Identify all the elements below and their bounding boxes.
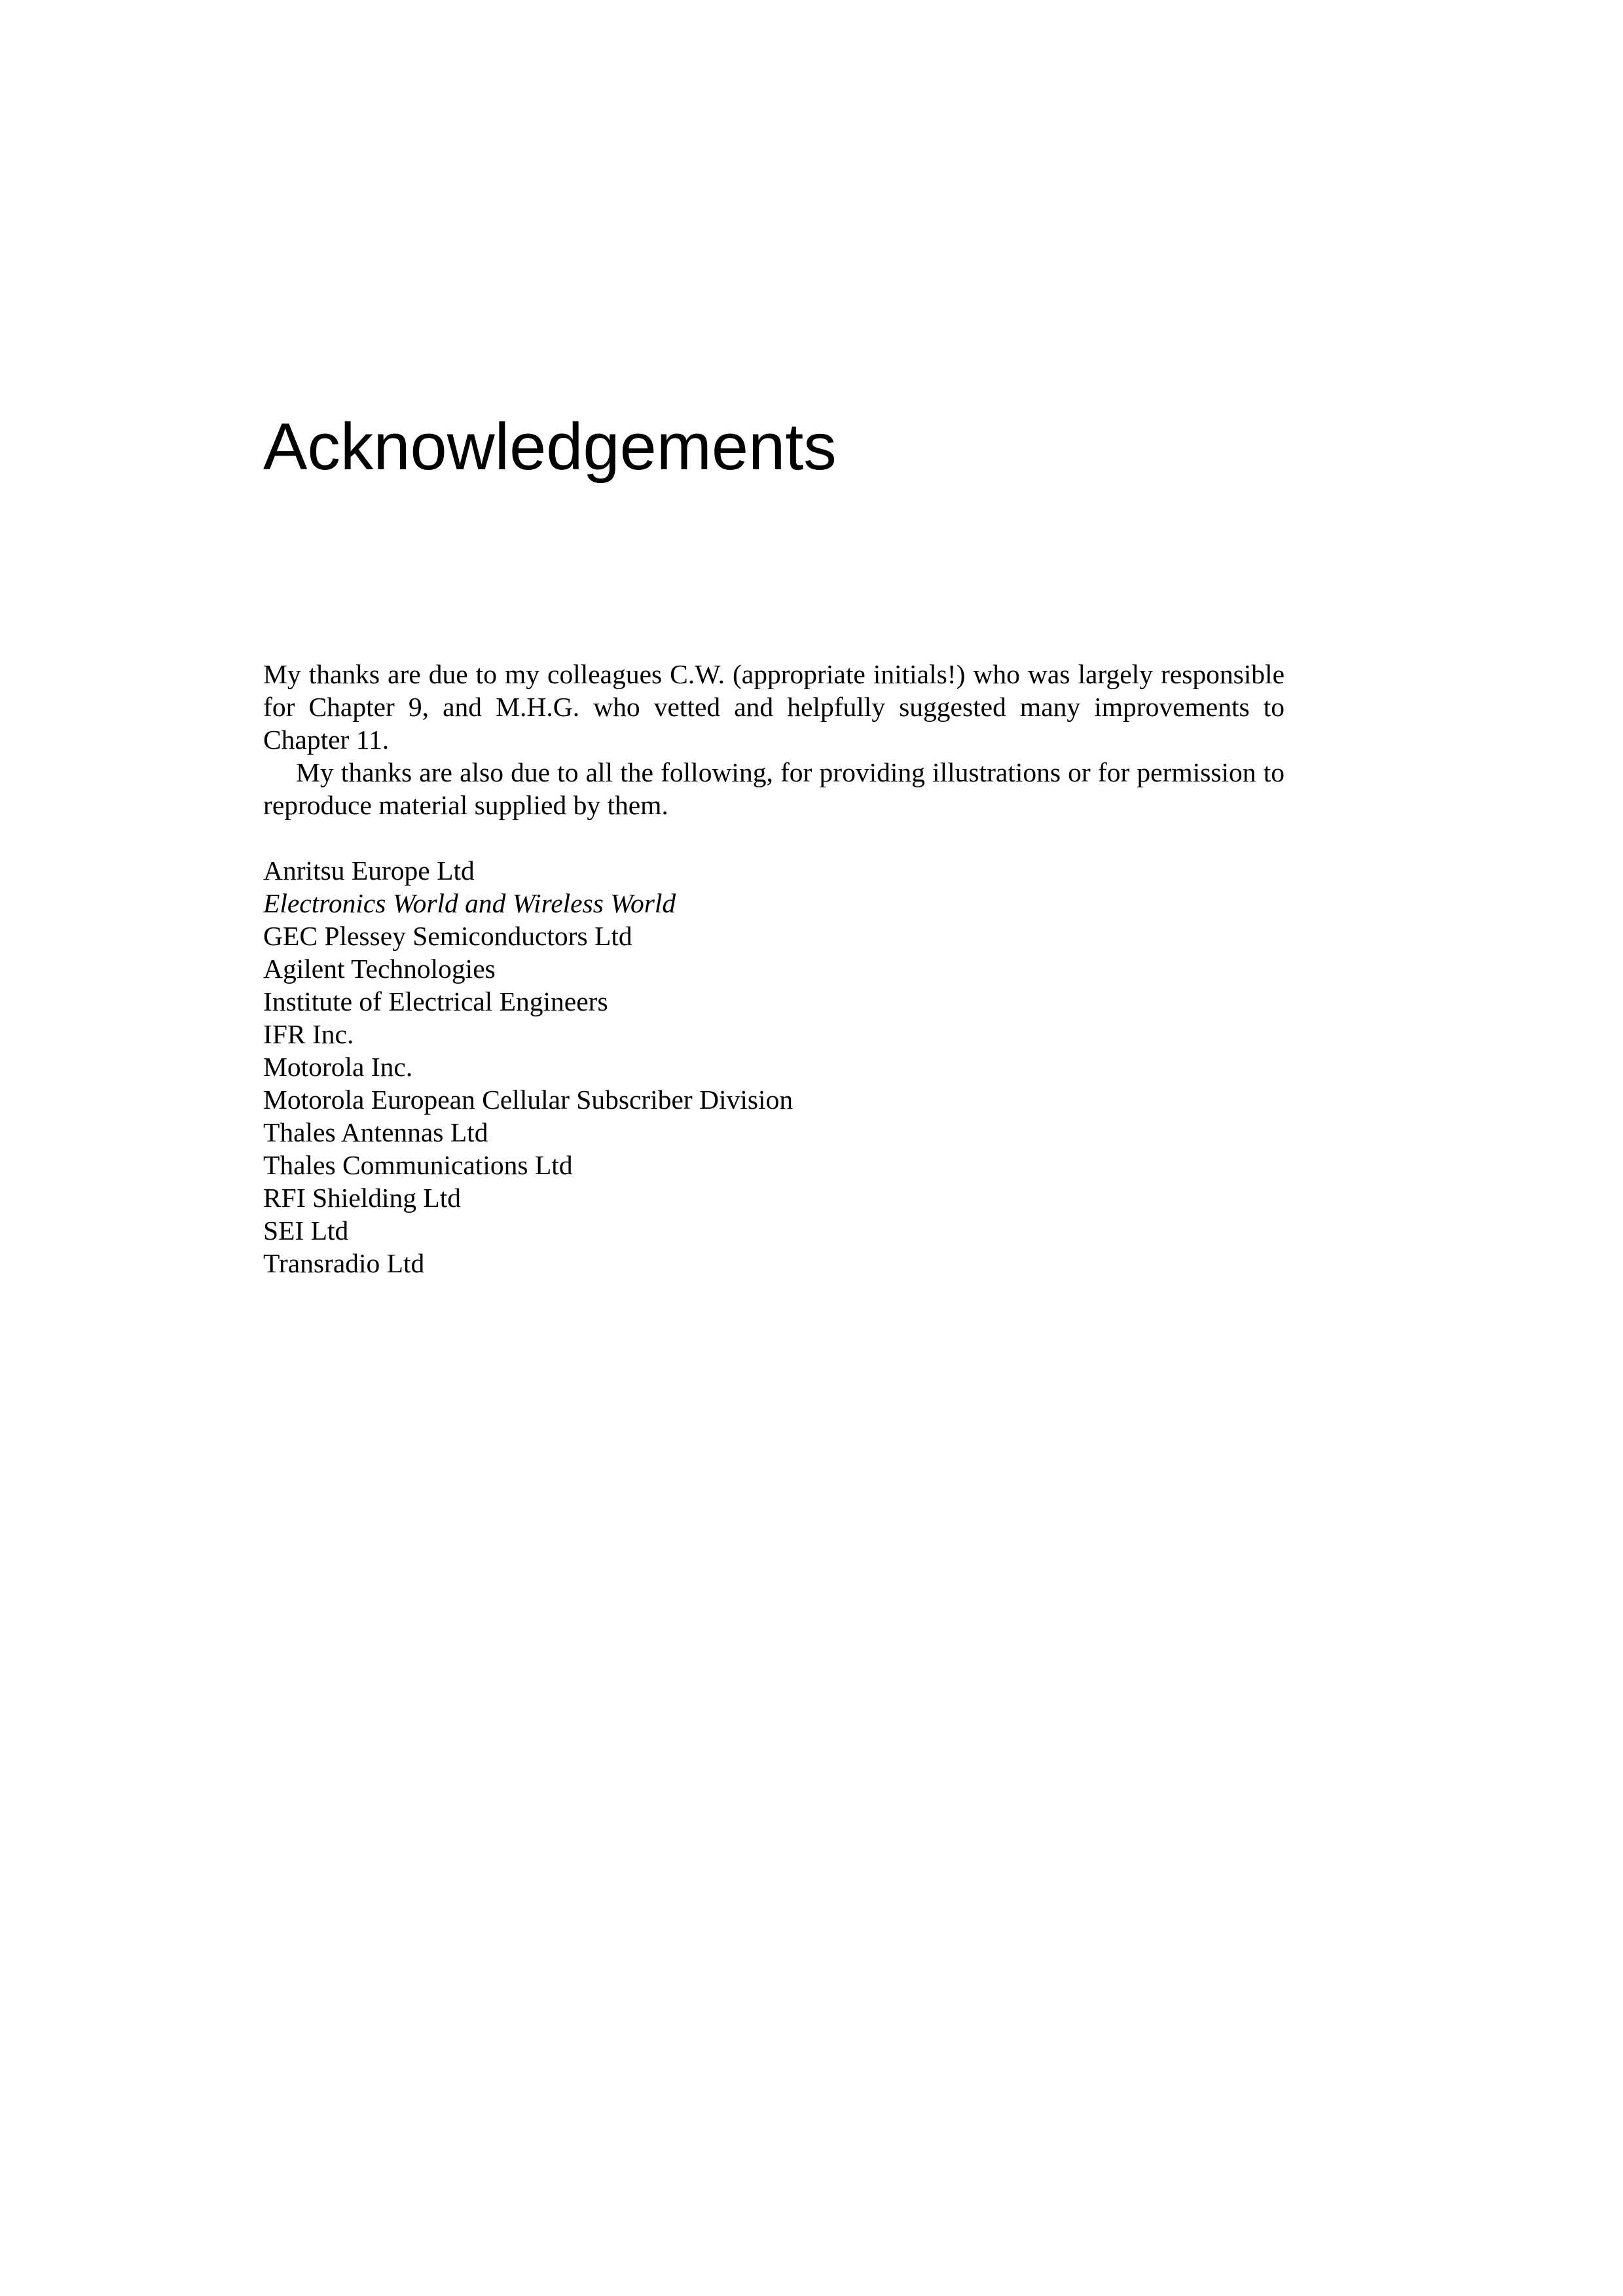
list-item: Electronics World and Wireless World [263,888,676,918]
organization-list [263,854,1285,1280]
list-item: Motorola Inc. [263,1052,413,1082]
list-item: Transradio Ltd [263,1248,425,1278]
list-item: Institute of Electrical Engineers [263,986,608,1016]
list-item: Agilent Technologies [263,954,496,984]
paragraph: My thanks are also due to all the following, for providing illustrations or for permission to reproduce material supplied by them. [263,757,1285,820]
page-title: Acknowledgements [263,410,837,484]
list-item: GEC Plessey Semiconductors Ltd [263,921,632,951]
list-item: Motorola European Cellular Subscriber Division [263,1085,793,1115]
list-item: SEI Ltd [263,1215,349,1246]
list-item: IFR Inc. [263,1019,354,1049]
list-item: RFI Shielding Ltd [263,1183,462,1213]
list-item: Anritsu Europe Ltd [263,855,475,886]
list-item: Thales Antennas Ltd [263,1117,488,1147]
paragraph: My thanks are due to my colleagues C.W. (appropriate initials!) who was largely responsible for Chapter 9, and M.H.G. who vetted and helpfully suggested many improvements to Chapter 11. [263,659,1285,755]
list-item: Thales Communications Ltd [263,1150,573,1180]
body-text [263,658,1285,1280]
